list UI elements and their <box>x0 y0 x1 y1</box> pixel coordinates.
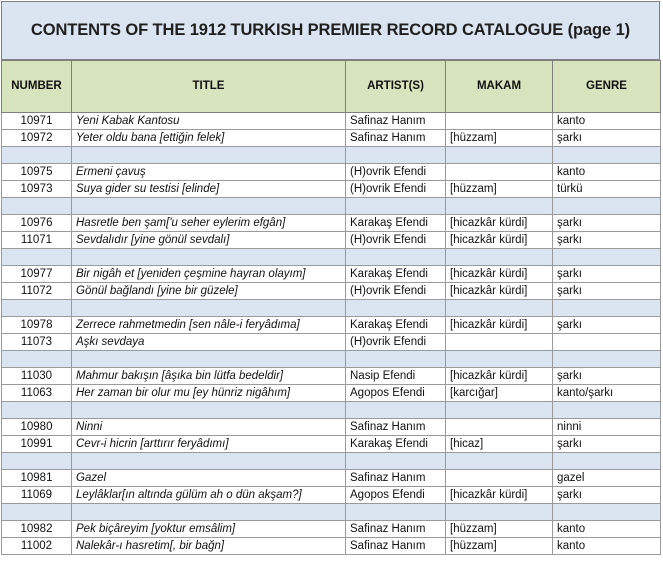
separator-cell <box>553 249 661 266</box>
table-row <box>2 181 661 198</box>
cell-artist: Safinaz Hanım <box>346 521 446 538</box>
cell-artist: Safinaz Hanım <box>346 113 446 130</box>
separator-row <box>2 351 661 368</box>
cell-artist: (H)ovrik Efendi <box>346 334 446 351</box>
cell-makam: [hüzzam] <box>446 521 553 538</box>
separator-cell <box>346 504 446 521</box>
cell-number: 11072 <box>2 283 72 300</box>
cell-genre: kanto <box>553 521 661 538</box>
cell-title: Mahmur bakışın [âşıka bin lütfa bedeldir] <box>72 368 346 385</box>
cell-makam: [hicaz] <box>446 436 553 453</box>
cell-makam: [hicazkâr kürdi] <box>446 266 553 283</box>
cell-title: Sevdalıdır [yine gönül sevdalı] <box>72 232 346 249</box>
cell-artist: Agopos Efendi <box>346 385 446 402</box>
cell-makam: [hicazkâr kürdi] <box>446 232 553 249</box>
cell-number: 11073 <box>2 334 72 351</box>
table-row <box>2 317 661 334</box>
table-row <box>2 436 661 453</box>
cell-makam: [hicazkâr kürdi] <box>446 487 553 504</box>
cell-makam: [hicazkâr kürdi] <box>446 215 553 232</box>
cell-genre: şarkı <box>553 283 661 300</box>
cell-number: 10971 <box>2 113 72 130</box>
separator-cell <box>553 453 661 470</box>
cell-title: Suya gider su testisi [elinde] <box>72 181 346 198</box>
cell-number: 10977 <box>2 266 72 283</box>
separator-cell <box>346 198 446 215</box>
cell-genre: şarkı <box>553 368 661 385</box>
cell-artist: Karakaş Efendi <box>346 317 446 334</box>
separator-cell <box>346 402 446 419</box>
cell-makam: [hüzzam] <box>446 181 553 198</box>
separator-cell <box>346 249 446 266</box>
separator-cell <box>2 504 72 521</box>
cell-title: Pek biçâreyim [yoktur emsâlim] <box>72 521 346 538</box>
cell-title: Cevr-i hicrin [arttırır feryâdımı] <box>72 436 346 453</box>
separator-cell <box>553 402 661 419</box>
cell-title: Her zaman bir olur mu [ey hünriz nigâhım] <box>72 385 346 402</box>
table-row <box>2 385 661 402</box>
cell-number: 11071 <box>2 232 72 249</box>
cell-title: Ninni <box>72 419 346 436</box>
cell-number: 10978 <box>2 317 72 334</box>
cell-number: 10976 <box>2 215 72 232</box>
table-row <box>2 487 661 504</box>
cell-artist: Karakaş Efendi <box>346 266 446 283</box>
separator-cell <box>72 402 346 419</box>
separator-cell <box>72 198 346 215</box>
cell-genre: şarkı <box>553 317 661 334</box>
separator-row <box>2 198 661 215</box>
cell-genre: şarkı <box>553 215 661 232</box>
separator-cell <box>72 300 346 317</box>
separator-cell <box>346 453 446 470</box>
cell-makam: [karcığar] <box>446 385 553 402</box>
separator-cell <box>2 351 72 368</box>
table-row <box>2 538 661 555</box>
cell-genre: gazel <box>553 470 661 487</box>
cell-title: Hasretle ben şam['u seher eylerim efgân] <box>72 215 346 232</box>
table-row <box>2 266 661 283</box>
table-body <box>2 113 661 555</box>
cell-title: Gazel <box>72 470 346 487</box>
cell-artist: Safinaz Hanım <box>346 130 446 147</box>
separator-row <box>2 147 661 164</box>
cell-makam <box>446 334 553 351</box>
cell-genre: kanto <box>553 164 661 181</box>
header-title: TITLE <box>72 61 346 113</box>
table-row <box>2 130 661 147</box>
cell-genre: şarkı <box>553 232 661 249</box>
separator-cell <box>553 351 661 368</box>
cell-number: 10973 <box>2 181 72 198</box>
cell-artist: (H)ovrik Efendi <box>346 164 446 181</box>
cell-artist: (H)ovrik Efendi <box>346 181 446 198</box>
page-title: CONTENTS OF THE 1912 TURKISH PREMIER RECORD CATALOGUE (page 1) <box>30 21 631 39</box>
table-row <box>2 232 661 249</box>
table-row <box>2 113 661 130</box>
cell-makam: [hicazkâr kürdi] <box>446 283 553 300</box>
cell-genre <box>553 334 661 351</box>
cell-title: Zerrece rahmetmedin [sen nâle-i feryâdıma] <box>72 317 346 334</box>
cell-number: 10980 <box>2 419 72 436</box>
cell-artist: Agopos Efendi <box>346 487 446 504</box>
cell-number: 11030 <box>2 368 72 385</box>
cell-makam: [hüzzam] <box>446 130 553 147</box>
header-makam: MAKAM <box>446 61 553 113</box>
separator-cell <box>2 300 72 317</box>
cell-number: 11069 <box>2 487 72 504</box>
separator-cell <box>446 504 553 521</box>
cell-genre: kanto/şarkı <box>553 385 661 402</box>
separator-row <box>2 402 661 419</box>
cell-artist: Karakaş Efendi <box>346 215 446 232</box>
cell-genre: türkü <box>553 181 661 198</box>
cell-title: Bir nigâh et [yeniden çeşmine hayran olayım] <box>72 266 346 283</box>
separator-cell <box>446 147 553 164</box>
catalogue-table <box>1 60 661 555</box>
separator-cell <box>446 249 553 266</box>
cell-artist: (H)ovrik Efendi <box>346 283 446 300</box>
separator-cell <box>553 504 661 521</box>
cell-genre: kanto <box>553 538 661 555</box>
cell-genre: şarkı <box>553 266 661 283</box>
cell-genre: ninni <box>553 419 661 436</box>
separator-cell <box>2 198 72 215</box>
separator-cell <box>72 504 346 521</box>
cell-artist: (H)ovrik Efendi <box>346 232 446 249</box>
separator-cell <box>553 147 661 164</box>
cell-number: 10991 <box>2 436 72 453</box>
cell-makam: [hicazkâr kürdi] <box>446 368 553 385</box>
separator-row <box>2 504 661 521</box>
table-row <box>2 215 661 232</box>
separator-cell <box>446 351 553 368</box>
cell-genre: kanto <box>553 113 661 130</box>
separator-cell <box>446 300 553 317</box>
cell-makam <box>446 113 553 130</box>
cell-genre: şarkı <box>553 487 661 504</box>
separator-cell <box>72 249 346 266</box>
cell-artist: Safinaz Hanım <box>346 419 446 436</box>
table-row <box>2 164 661 181</box>
cell-artist: Karakaş Efendi <box>346 436 446 453</box>
header-row <box>2 61 661 113</box>
cell-makam: [hicazkâr kürdi] <box>446 317 553 334</box>
cell-number: 11002 <box>2 538 72 555</box>
separator-cell <box>346 351 446 368</box>
cell-artist: Safinaz Hanım <box>346 470 446 487</box>
title-banner <box>1 1 660 60</box>
separator-cell <box>446 198 553 215</box>
separator-cell <box>2 147 72 164</box>
cell-title: Nalekâr-ı hasretim[, bir bağn] <box>72 538 346 555</box>
cell-makam: [hüzzam] <box>446 538 553 555</box>
separator-cell <box>346 147 446 164</box>
separator-cell <box>446 402 553 419</box>
cell-makam <box>446 419 553 436</box>
table-row <box>2 419 661 436</box>
cell-title: Aşkı sevdaya <box>72 334 346 351</box>
table-row <box>2 334 661 351</box>
table-row <box>2 283 661 300</box>
cell-title: Yeni Kabak Kantosu <box>72 113 346 130</box>
separator-cell <box>2 402 72 419</box>
table-row <box>2 368 661 385</box>
cell-artist: Safinaz Hanım <box>346 538 446 555</box>
separator-row <box>2 249 661 266</box>
cell-title: Yeter oldu bana [ettiğin felek] <box>72 130 346 147</box>
separator-cell <box>2 453 72 470</box>
cell-number: 10981 <box>2 470 72 487</box>
separator-row <box>2 453 661 470</box>
cell-number: 10972 <box>2 130 72 147</box>
cell-makam <box>446 470 553 487</box>
separator-cell <box>553 300 661 317</box>
separator-cell <box>553 198 661 215</box>
separator-cell <box>346 300 446 317</box>
separator-row <box>2 300 661 317</box>
cell-title: Ermeni çavuş <box>72 164 346 181</box>
cell-genre: şarkı <box>553 130 661 147</box>
cell-artist: Nasip Efendi <box>346 368 446 385</box>
header-genre: GENRE <box>553 61 661 113</box>
separator-cell <box>72 351 346 368</box>
header-number: NUMBER <box>2 61 72 113</box>
separator-cell <box>72 147 346 164</box>
table-row <box>2 521 661 538</box>
cell-number: 10975 <box>2 164 72 181</box>
cell-makam <box>446 164 553 181</box>
cell-title: Leylâklar[ın altında gülüm ah o dün akşam?] <box>72 487 346 504</box>
cell-title: Gönül bağlandı [yine bir güzele] <box>72 283 346 300</box>
header-artists: ARTIST(S) <box>346 61 446 113</box>
cell-number: 11063 <box>2 385 72 402</box>
table-row <box>2 470 661 487</box>
separator-cell <box>72 453 346 470</box>
cell-genre: şarkı <box>553 436 661 453</box>
separator-cell <box>2 249 72 266</box>
cell-number: 10982 <box>2 521 72 538</box>
separator-cell <box>446 453 553 470</box>
